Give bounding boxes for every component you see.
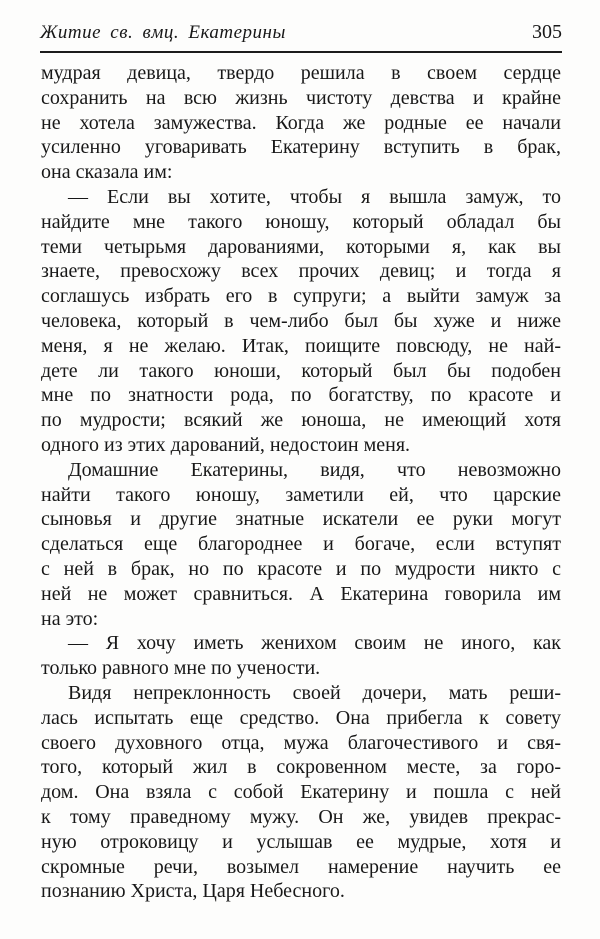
text-line: только равного мне по учености. xyxy=(41,657,321,680)
text-line: меня, я не желаю. Итак, поищите повсюду, не най- xyxy=(41,334,561,357)
text-line: найти такого юношу, заметили ей, что царские xyxy=(41,483,561,506)
text-line: мудрая девица, твердо решила в своем сердце xyxy=(41,62,561,84)
text-line: теми четырьмя дарованиями, которыми я, как вы xyxy=(41,235,561,258)
text-line: того, который жил в сокровенном месте, за горо- xyxy=(41,756,561,779)
body-text-block xyxy=(41,61,561,904)
text-line: Домашние Екатерины, видя, что невозможно xyxy=(68,458,561,481)
text-line: одного из этих дарований, недостоин меня. xyxy=(41,433,411,456)
text-line: познанию Христа, Царя Небесного. xyxy=(41,880,345,903)
text-line: дете ли такого юноши, который был бы подобен xyxy=(41,359,561,382)
text-line: найдите мне такого юношу, который обладал бы xyxy=(41,210,561,233)
text-line: лась испытать еще средство. Она прибегла к совету xyxy=(41,706,561,729)
text-line: человека, который в чем-либо был бы хуже и ниже xyxy=(41,309,561,332)
text-line: мне по знатности рода, по богатству, по красоте и xyxy=(41,384,561,407)
text-line: к тому праведному мужу. Он же, увидев прекрас- xyxy=(41,805,561,828)
text-line: она сказала им: xyxy=(41,161,173,184)
text-line: знаете, превосхожу всех прочих девиц; и тогда я xyxy=(41,260,561,283)
text-line: не хотела замужества. Когда же родные ее начали xyxy=(41,111,561,134)
text-line: — Если вы хотите, чтобы я вышла замуж, то xyxy=(68,185,561,208)
text-line: сыновья и другие знатные искатели ее руки могут xyxy=(41,508,561,531)
text-line: своего духовного отца, мужа благочестивого и свя- xyxy=(41,731,561,754)
page-number: 305 xyxy=(532,21,562,43)
text-line: скромные речи, возымел намерение научить ее xyxy=(41,855,561,878)
text-line: сделаться еще благороднее и богаче, если вступят xyxy=(41,533,561,556)
text-line: ную отроковицу и услышав ее мудрые, хотя и xyxy=(41,830,561,853)
text-line: ней не может сравниться. А Екатерина говорила им xyxy=(41,582,561,605)
running-header xyxy=(40,21,562,53)
text-line: по мудрости; всякий же юноша, не имеющий хотя xyxy=(41,409,561,432)
text-line: с ней в брак, но по красоте и по мудрости никто с xyxy=(41,557,561,580)
text-line: сохранить на всю жизнь чистоту девства и крайне xyxy=(41,86,561,109)
text-line: Видя непреклонность своей дочери, мать реши- xyxy=(68,681,561,704)
text-line: — Я хочу иметь женихом своим не иного, как xyxy=(68,632,561,655)
running-title: Житие св. вмц. Екатерины xyxy=(40,22,286,43)
text-line: соглашусь избрать его в супруги; а выйти замуж за xyxy=(41,285,561,308)
text-line: на это: xyxy=(41,607,99,630)
text-line: дом. Она взяла с собой Екатерину и пошла с ней xyxy=(41,781,561,804)
text-line: усиленно уговаривать Екатерину вступить в брак, xyxy=(41,136,561,159)
